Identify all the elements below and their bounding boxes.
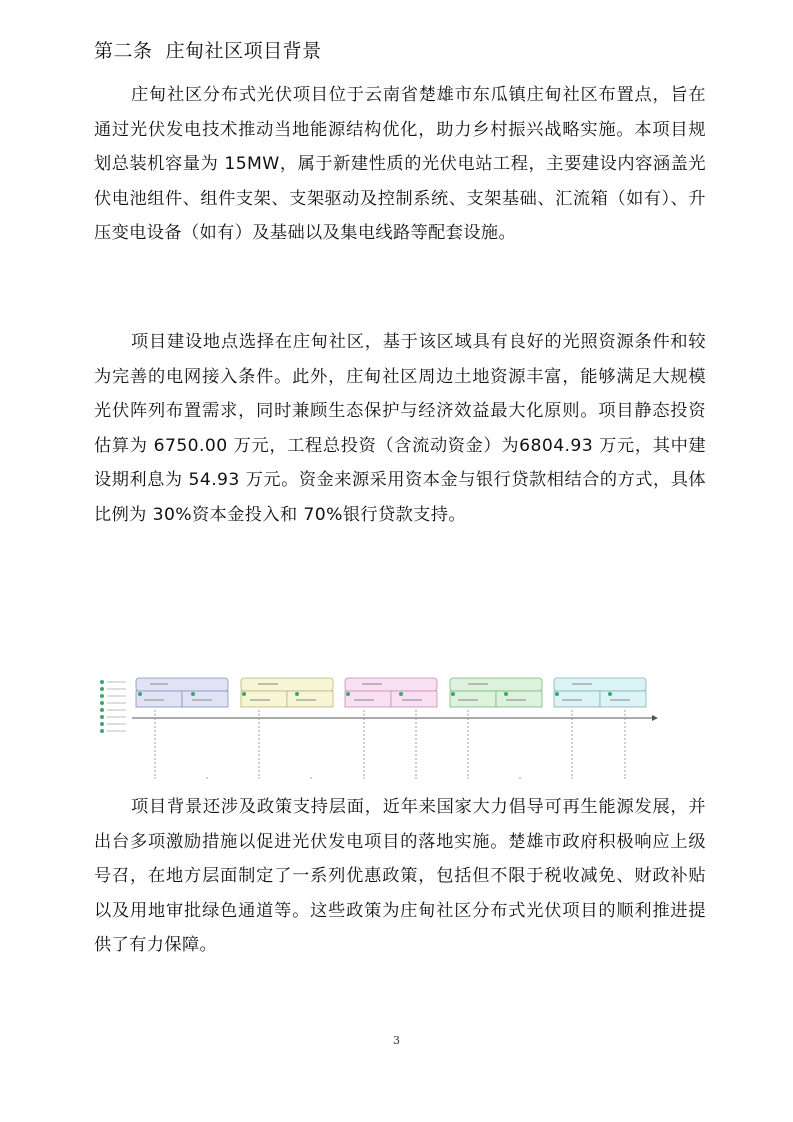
legend-dot <box>100 708 104 712</box>
phase-3-task-b <box>391 691 437 707</box>
timeline-phase-2 <box>241 678 333 707</box>
project-timeline-figure <box>98 672 660 784</box>
page-number: 3 <box>393 1034 400 1047</box>
paragraph-project-overview: 庄甸社区分布式光伏项目位于云南省楚雄市东瓜镇庄甸社区布置点，旨在通过光伏发电技术推动当地能源结构优化，助力乡村振兴战略实施。本项目规划总装机容量为 15MW，属于新建性质的光伏电站工程，主要建设内容涵盖光伏电池组件、组件支架、支架驱动及控制系统、支架基础、汇流箱（如有）、升压变电设备（如有）及基础以及集电线路等配套设施。 <box>94 85 706 243</box>
legend-dot <box>100 722 104 726</box>
legend-dot <box>100 701 104 705</box>
phase-1-header <box>136 678 228 691</box>
timeline-phase-4 <box>450 678 542 707</box>
legend-dot <box>100 694 104 698</box>
phase-2-task-b <box>287 691 333 707</box>
phase-1-task-a <box>136 691 182 707</box>
section-heading: 第二条 庄甸社区项目背景 <box>94 40 322 62</box>
timeline-phase-5 <box>554 678 646 707</box>
timeline-phase-1 <box>136 678 228 707</box>
timeline-phase-3 <box>345 678 437 707</box>
timeline-bottom-ticks <box>154 777 626 779</box>
phase-1-task-b <box>182 691 228 707</box>
legend-dot <box>100 680 104 684</box>
phase-5-header <box>554 678 646 691</box>
phase-4-task-b <box>496 691 542 707</box>
phase-2-task-a <box>241 691 287 707</box>
phase-5-task-b <box>600 691 646 707</box>
timeline-drop-lines <box>155 710 625 776</box>
legend-dot <box>100 687 104 691</box>
phase-3-header <box>345 678 437 691</box>
timeline-graphic <box>98 672 660 784</box>
timeline-axis <box>132 715 658 721</box>
paragraph-policy-support: 项目背景还涉及政策支持层面，近年来国家大力倡导可再生能源发展，并出台多项激励措施以促进光伏发电项目的落地实施。楚雄市政府积极响应上级号召，在地方层面制定了一系列优惠政策，包括但不限于税收减免、财政补贴以及用地审批绿色通道等。这些政策为庄甸社区分布式光伏项目的顺利推进提供了有力保障。 <box>94 797 706 955</box>
legend-dot <box>100 729 104 733</box>
legend-dot <box>100 715 104 719</box>
paragraph-site-and-investment: 项目建设地点选择在庄甸社区，基于该区域具有良好的光照资源条件和较为完善的电网接入条件。此外，庄甸社区周边土地资源丰富，能够满足大规模光伏阵列布置需求，同时兼顾生态保护与经济效益最大化原则。项目静态投资估算为 6750.00 万元，工程总投资（含流动资金）为6804.93 万元，其中建设期利息为 54.93 万元。资金来源采用资本金与银行贷款相结合的方式，具体比例为 30%资本金投入和 70%银行贷款支持。 <box>94 332 706 525</box>
phase-5-task-a <box>554 691 600 707</box>
phase-2-header <box>241 678 333 691</box>
phase-4-task-a <box>450 691 496 707</box>
phase-3-task-a <box>345 691 391 707</box>
timeline-legend <box>100 680 126 733</box>
phase-4-header <box>450 678 542 691</box>
